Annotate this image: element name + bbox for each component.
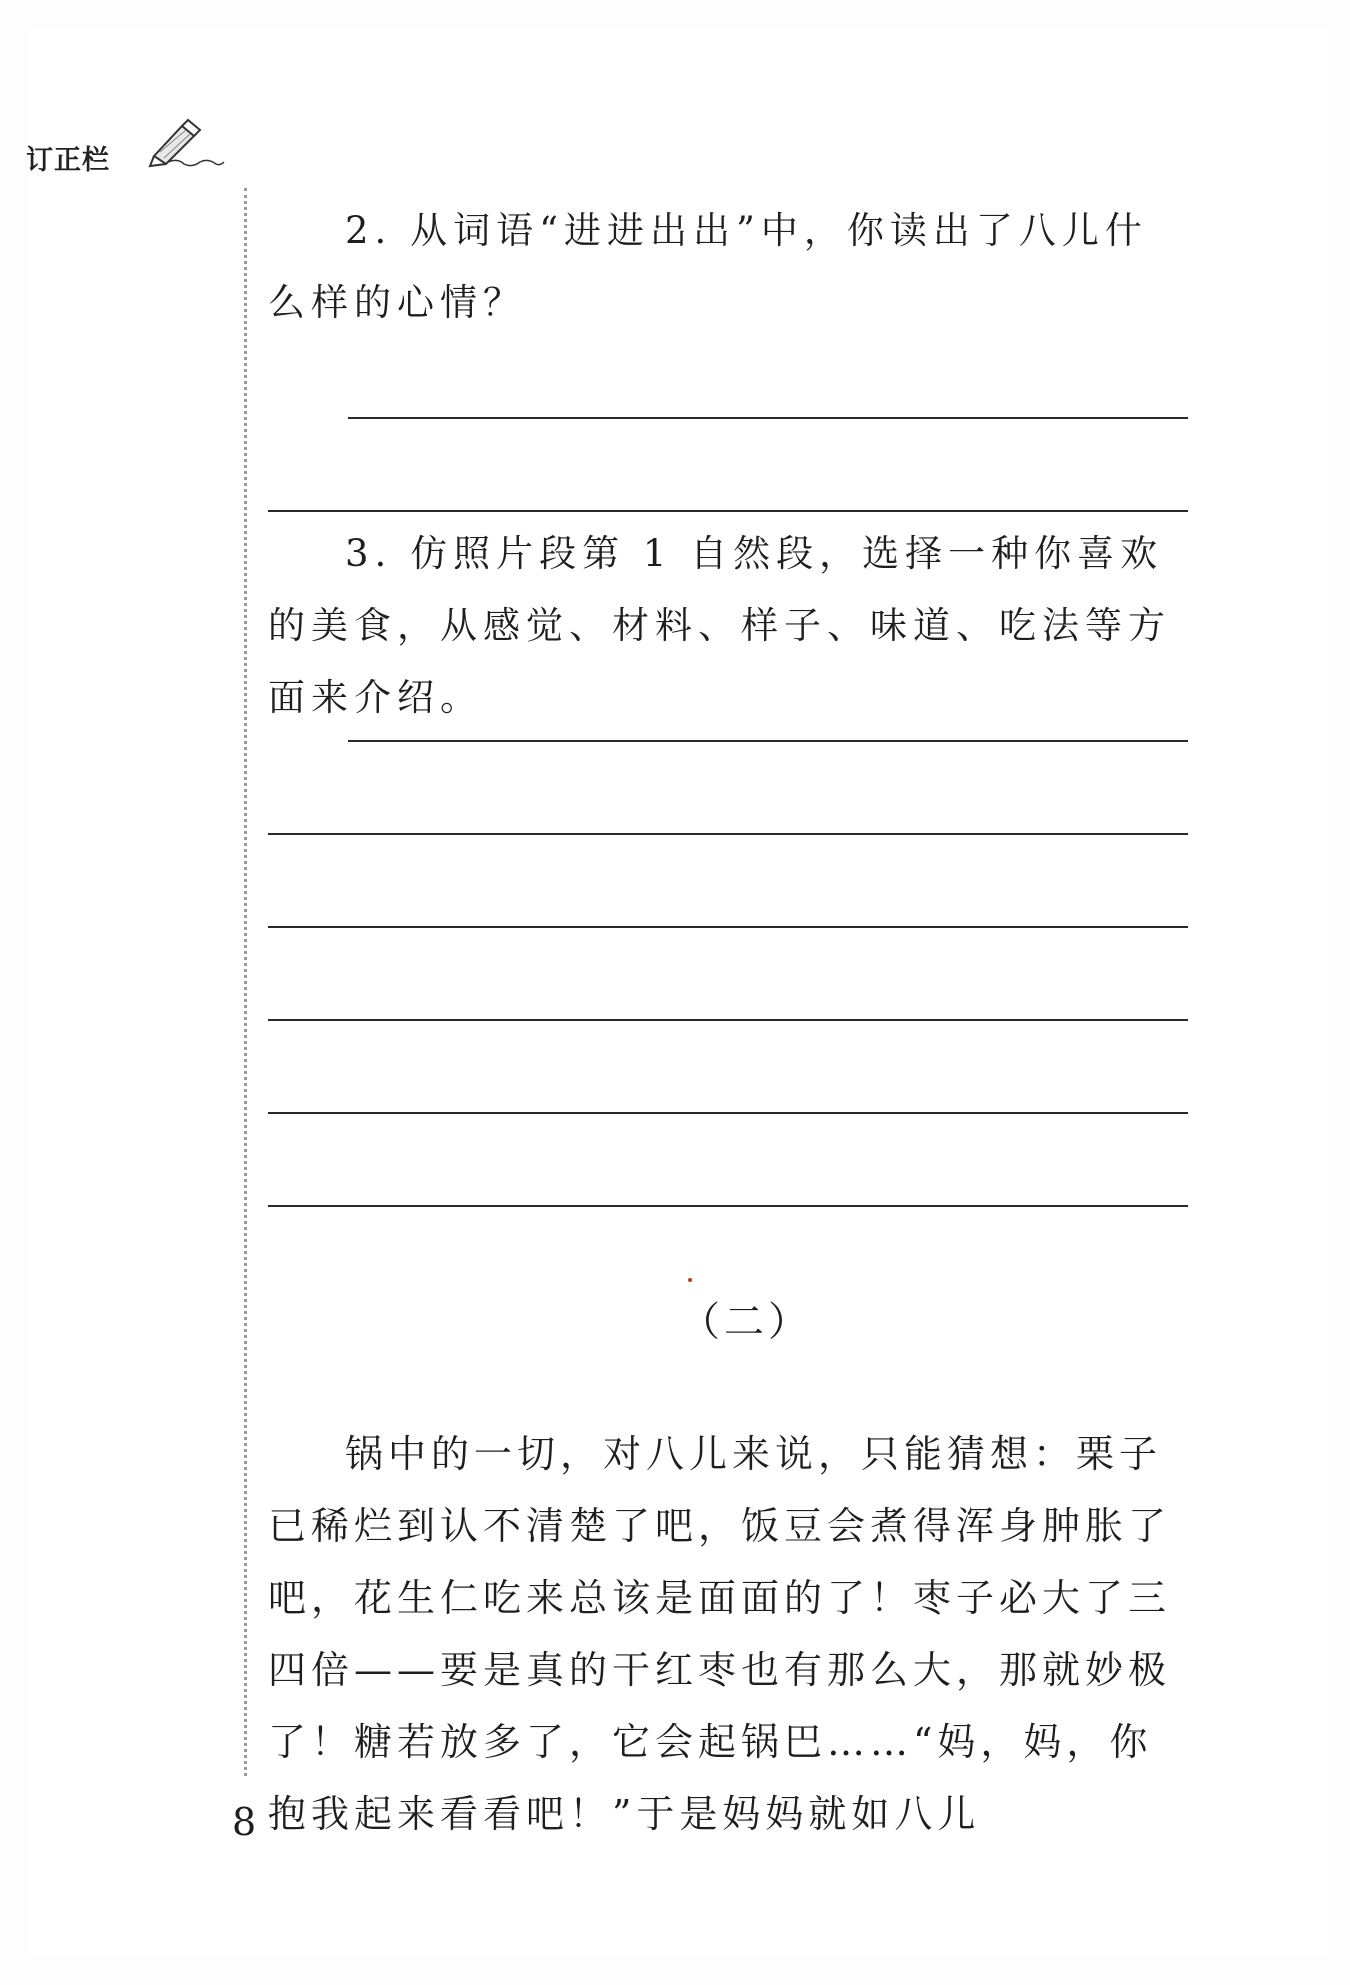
correction-column-title: 订正栏	[26, 145, 110, 176]
answer-line[interactable]	[268, 833, 1188, 835]
page-number: 8	[232, 1800, 257, 1844]
question-2-prompt: 2. 从词语“进进出出”中，你读出了八儿什么样的心情？	[268, 209, 1148, 324]
pencil-icon	[146, 118, 226, 172]
answer-line[interactable]	[268, 1019, 1188, 1021]
correction-column-divider	[244, 188, 247, 1776]
answer-line[interactable]	[268, 1205, 1188, 1207]
answer-line[interactable]	[268, 510, 1188, 512]
ink-dot	[688, 1278, 692, 1282]
question-3-prompt: 3. 仿照片段第 1 自然段，选择一种你喜欢的美食，从感觉、材料、样子、味道、吃法等方面来介绍。	[268, 532, 1171, 719]
answer-line[interactable]	[268, 926, 1188, 928]
reading-passage: 锅中的一切，对八儿来说，只能猜想：栗子已稀烂到认不清楚了吧，饭豆会煮得浑身肿胀了吧，花生仁吃来总该是面面的了！枣子必大了三四倍——要是真的干红枣也有那么大，那就妙极了！糖若放多了，它会起锅巴……“妈，妈，你抱我起来看看吧！”于是妈妈就如八儿	[268, 1432, 1172, 1836]
section-heading: （二）	[680, 1299, 812, 1345]
answer-line[interactable]	[348, 417, 1188, 419]
answer-line[interactable]	[348, 740, 1188, 742]
answer-line[interactable]	[268, 1112, 1188, 1114]
